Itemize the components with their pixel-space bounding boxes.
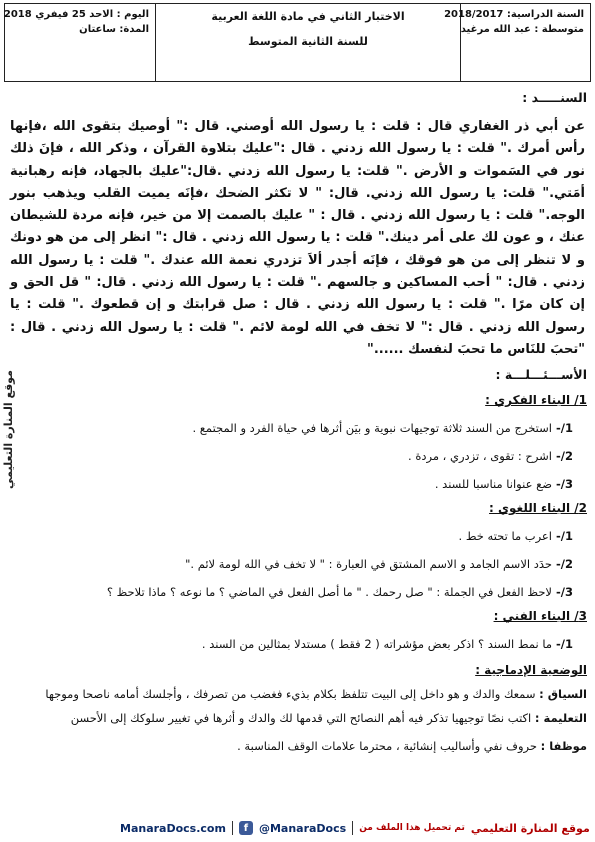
school-year: السنة الدراسية: 2018/2017: [444, 9, 584, 20]
footer-bar: [10, 818, 590, 838]
exam-body: [10, 88, 587, 755]
sanad-title: السنـــــد :: [522, 90, 587, 105]
header-school-info: [444, 4, 590, 81]
question-text: ضع عنوانا مناسبا للسند .: [434, 477, 552, 492]
footer-separator: [232, 821, 233, 835]
section-title: 2/ البناء اللغوي :: [489, 501, 587, 516]
footer-note: تم تحميل هذا الملف من: [359, 823, 465, 833]
integration-instruction: [10, 709, 587, 727]
section-intellectual: [10, 391, 587, 493]
question-number: 1/-: [556, 637, 573, 652]
integration-situation: [10, 661, 587, 755]
section-artistic: [10, 607, 587, 653]
watermark-side-text: موقع المنارة التعليمي: [2, 370, 15, 490]
integration-context: [10, 685, 587, 703]
section-title: 3/ البناء الفني :: [493, 609, 587, 624]
facebook-icon[interactable]: f: [239, 821, 253, 835]
question-number: 3/-: [556, 477, 573, 492]
exam-duration: المدة: ساعتان: [79, 24, 149, 35]
question-number: 3/-: [556, 585, 573, 600]
question-text: اعرب ما تحته خط .: [458, 529, 552, 544]
instruction-label: التعليمة :: [534, 711, 587, 726]
header-date-info: [5, 4, 155, 81]
question-item: [10, 583, 573, 601]
question-text: لاحظ الفعل في الجملة : " صل رحمك . " ما أصل الفعل في الماضي ؟ ما نوعه ؟ ماذا تلاحظ ؟: [106, 585, 552, 600]
section-linguistic: [10, 499, 587, 601]
school-name: متوسطة : عبد الله مرغيد: [460, 24, 584, 35]
exam-header: [4, 3, 591, 82]
integration-title: الوضعية الإدماجية :: [475, 663, 587, 678]
section-title: 1/ البناء الفكري :: [485, 393, 587, 408]
question-item: [10, 447, 573, 465]
exam-date: اليوم : الاحد 25 فيفري 2018: [3, 9, 149, 20]
question-item: [10, 475, 573, 493]
instruction-text: اكتب نصًا توجيهيا تذكر فيه أهم النصائح التي قدمها لك والدك و أثرها في تغيير سلوكك إلى الأحسن: [70, 711, 532, 726]
question-number: 1/-: [556, 529, 573, 544]
footer-separator: [352, 821, 353, 835]
question-item: [10, 527, 573, 545]
exam-title: الاختبار الثاني في مادة اللغة العربية: [211, 10, 405, 23]
sanad-passage: عن أبي ذر الغفاري قال : قلت : يا رسول الله أوصني. قال :" أوصيك بتقوى الله ،فإنها رأس أمرك ." قلت : يا رسول الله زدني . قال :"عليك بتلاوة القرآن ، وذكر الله ، فإنَ ذلك نور في السَموات و الأرض ." قلت: يا رسول الله زدني .قال:"عليك بالجهاد، فإنه رهبانية أمَتي." قلت: يا رسول الله زدني. قال: " لا تكثر الضحك ،فإنَه يميت القلب ويذهب بنور الوجه." قلت : يا رسول الله زدني . قال : " عليك بالصمت إلا من خير، فإنه مردة للشيطان عنك ، و عون لك على أمر دينك." قلت : يا رسول الله زدني . قال :" انظر إلى من هو دونك و لا تنظر إلى من هو فوقك ، فإنَه أجدر ألاَ تزدري نعمة الله عندك ." قلت : يا رسول الله زدني . قال: " أحب المساكين و جالسهم ." قلت : يا رسول الله زدني . قال: " قل الحق و إن كان مرًا ." قلت : يا رسول الله زدني . قال : صل قرابتك و إن قطعوك ." قلت : يا رسول الله زدني . قال :" لا تخف في الله لومة لائم ." قلت : يا رسول الله زدني . قال : "تحبَ للنَاس ما تحبَ لنفسك ......": [10, 119, 585, 357]
question-text: اشرح : تقوى ، تزدري ، مردة .: [408, 449, 552, 464]
employ-label: موظفا :: [540, 739, 587, 754]
question-text: حدَد الاسم الجامد و الاسم المشتق في العبارة : " لا تخف في الله لومة لائم .": [185, 557, 552, 572]
footer-logo: موقع المنارة التعليمي: [470, 821, 590, 835]
question-item: [10, 555, 573, 573]
employ-text: حروف نفي وأساليب إنشائية ، محترما علامات الوقف المناسبة .: [237, 739, 537, 754]
question-item: [10, 419, 573, 437]
question-item: [10, 635, 573, 653]
context-text: سمعك والدك و هو داخل إلى البيت تتلفظ بكلام بذيء فغضب من تصرفك ، وأجلسك أمامه ناصحا وموجها: [45, 687, 536, 702]
question-text: استخرج من السند ثلاثة توجيهات نبوية و بيَن أثرها في حياة الفرد و المجتمع .: [192, 421, 552, 436]
question-number: 1/-: [556, 421, 573, 436]
integration-employ: [10, 737, 587, 755]
exam-level: للسنة الثانية المتوسط: [248, 35, 368, 48]
question-number: 2/-: [556, 449, 573, 464]
footer-site[interactable]: ManaraDocs.com: [120, 821, 226, 835]
questions-title: الأســـئـــلـــة :: [495, 367, 587, 383]
context-label: السياق :: [539, 687, 587, 702]
footer-handle[interactable]: @ManaraDocs: [258, 821, 347, 835]
question-text: ما نمط السند ؟ اذكر بعض مؤشراته ( 2 فقط ) مستدلا بمثالين من السند .: [201, 637, 552, 652]
question-number: 2/-: [556, 557, 573, 572]
header-exam-title: [155, 4, 460, 81]
